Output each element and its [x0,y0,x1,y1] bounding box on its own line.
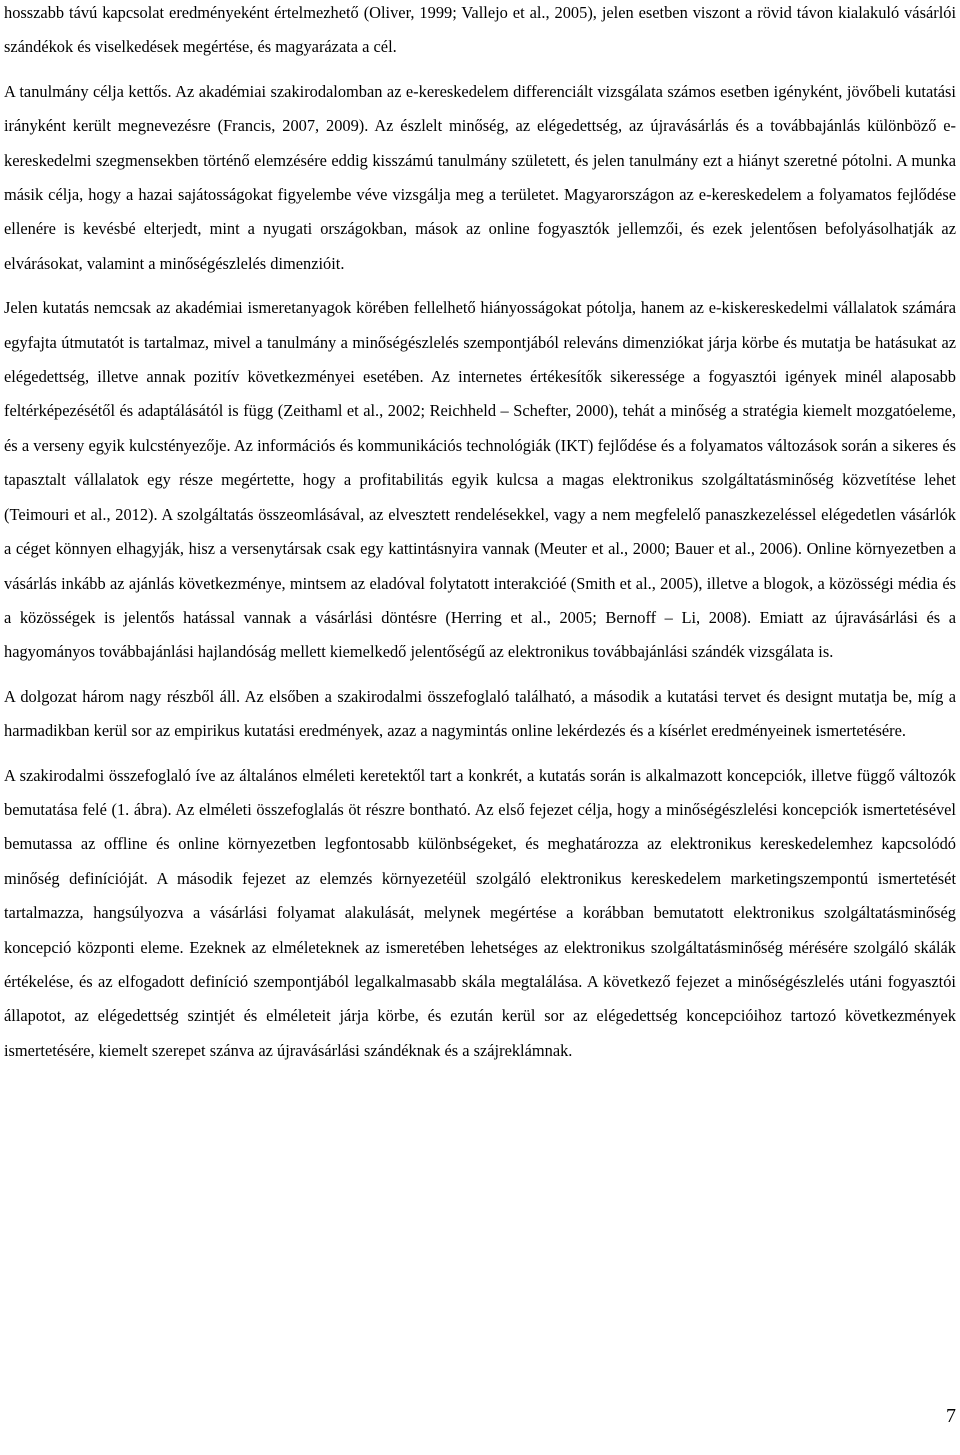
paragraph-literature-overview: A szakirodalmi összefoglaló íve az általános elméleti keretektől tart a konkrét, a kutatás során is alkalmazott koncepciók, illetve függő változók bemutatása felé (1. ábra). Az elméleti összefoglalás öt részre bontható. Az első fejezet célja, hogy a minőségészlelési koncepciók ismertetésével bemutassa az offline és online környezetben legfontosabb különbségeket, és meghatározza az elektronikus kereskedelemhez kapcsolódó minőség definícióját. A második fejezet az elemzés környezetéül szolgáló elektronikus kereskedelem marketingszempontú ismertetését tartalmazza, hangsúlyozva a vásárlási folyamat alakulását, melynek megértése a korábban bemutatott elektronikus szolgáltatásminőség koncepció központi eleme. Ezeknek az elméleteknek az ismeretében lehetséges az elektronikus szolgáltatásminőség mérésére szolgáló skálák értékelése, és az elfogadott definíció szempontjából legalkalmasabb skála megtalálása. A következő fejezet a minőségészlelés utáni fogyasztói állapotot, az elégedettség szintjét és elméleteit járja körbe, és ezután kerül sor az elégedettség koncepcióihoz tartozó következmények ismertetésére, kiemelt szerepet szánva az újravásárlási szándéknak és a szájreklámnak. [4,765,956,1060]
document-page [4,0,956,1068]
page-number: 7 [946,1405,956,1427]
paragraph-continuation: hosszabb távú kapcsolat eredményeként értelmezhető (Oliver, 1999; Vallejo et al., 2005), jelen esetben viszont a rövid távon kialakuló vásárlói szándékok és viselkedések megértése, és magyarázata a cél. [4,3,956,57]
paragraph-study-aims: A tanulmány célja kettős. Az akadémiai szakirodalomban az e-kereskedelem differenciált vizsgálata számos esetben igényként, jövőbeli kutatási irányként került megnevezésre (Francis, 2007, 2009). Az észlelt minőség, az elégedettség, az újravásárlás és a továbbajánlás különböző e-kereskedelmi szegmensekben történő elemzésére eddig kisszámú tanulmány született, és jelen tanulmány ezt a hiányt szeretné pótolni. A munka másik célja, hogy a hazai sajátosságokat figyelembe véve vizsgálja meg a területet. Magyarországon az e-kereskedelem a folyamatos fejlődése ellenére is kevésbé elterjedt, mint a nyugati országokban, mások az online fogyasztók jellemzői, és ezek jelentősen befolyásolhatják az elvárásokat, valamint a minőségészlelés dimenzióit. [4,81,956,273]
paragraph-research-relevance: Jelen kutatás nemcsak az akadémiai ismeretanyagok körében fellelhető hiányosságokat pótolja, hanem az e-kiskereskedelmi vállalatok számára egyfajta útmutatót is tartalmaz, mivel a tanulmány a minőségészlelés szempontjából releváns dimenziókat járja körbe és mutatja be hatásukat az elégedettség, illetve annak pozitív következményei esetében. Az internetes értékesítők sikeressége a fogyasztói igények minél alaposabb feltérképezésétől és adaptálásától is függ (Zeithaml et al., 2002; Reichheld – Schefter, 2000), tehát a minőség a stratégia kiemelt mozgatóeleme, és a verseny egyik kulcstényezője. Az információs és kommunikációs technológiák (IKT) fejlődése és a folyamatos változások során a sikeres és tapasztalt vállalatok egy része megértette, hogy a profitabilitás egyik kulcsa a magas elektronikus szolgáltatásminőség közvetítése lehet (Teimouri et al., 2012). A szolgáltatás összeomlásával, az elvesztett rendelésekkel, vagy a nem megfelelő panaszkezeléssel elégedetlen vásárlók a céget könnyen elhagyják, hisz a versenytársak csak egy kattintásnyira vannak (Meuter et al., 2000; Bauer et al., 2006). Online környezetben a vásárlás inkább az ajánlás következménye, mintsem az eladóval folytatott interakcióé (Smith et al., 2005), illetve a blogok, a közösségi média és a közösségek is jelentős hatással vannak a vásárlási döntésre (Herring et al., 2005; Bernoff – Li, 2008). Emiatt az újravásárlási és a hagyományos továbbajánlási hajlandóság mellett kiemelkedő jelentőségű az elektronikus továbbajánlási szándék vizsgálata is. [4,298,956,662]
paragraph-thesis-structure: A dolgozat három nagy részből áll. Az elsőben a szakirodalmi összefoglaló található, a második a kutatási tervet és designt mutatja be, míg a harmadikban kerül sor az empirikus kutatási eredmények, azaz a nagymintás online lekérdezés és a kísérlet eredményeinek ismertetésére. [4,686,956,741]
